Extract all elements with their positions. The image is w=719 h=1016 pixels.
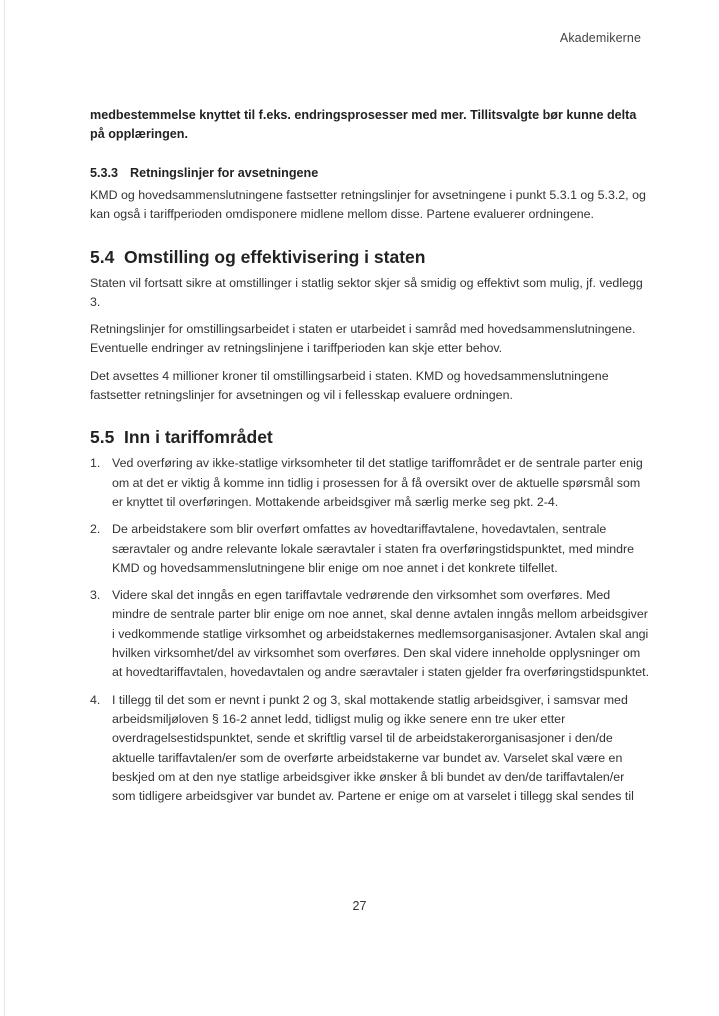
scan-edge-line (4, 0, 5, 1016)
section-title: Inn i tariffområdet (124, 427, 273, 448)
paragraph-5-4-1: Staten vil fortsatt sikre at omstillinger i statlig sektor skjer så smidig og effektivt som mulig, jf. vedlegg 3. (90, 275, 643, 309)
list-item-text: Ved overføring av ikke-statlige virksomheter til det statlige tariffområdet er de sentrale parter enig om at det er viktig å komme inn tidlig i prosessen for å få oversikt over de aktuelle spørsmål som er knyttet til overføringen. Mottakende arbeidsgiver må særlig merke seg pkt. 2-4. (112, 456, 643, 509)
list-marker: 3. (90, 588, 101, 603)
page-number: 27 (352, 899, 367, 913)
list-item (90, 454, 650, 512)
paragraph-5-4-2: Retningslinjer for omstillingsarbeidet i staten er utarbeidet i samråd med hovedsammenslutningene. Eventuelle endringer av retningslinjene i tariffperioden kan skje etter behov. (90, 322, 636, 356)
section-number: 5.4 (90, 246, 115, 267)
list-marker: 1. (90, 456, 101, 471)
paragraph-5-3-3: KMD og hovedsammenslutningene fastsetter retningslinjer for avsetningene i punkt 5.3.1 og 5.3.2, og kan også i tariffperioden omdisponere midlene mellom disse. Partene evaluerer ordningene. (90, 188, 646, 222)
paragraph-5-4-3: Det avsettes 4 millioner kroner til omstillingsarbeid i staten. KMD og hovedsammenslutningene fastsetter retningslinjer for avsetningen og vil i fellesskap evaluere ordningen. (90, 368, 609, 403)
section-heading-5-5 (90, 427, 650, 448)
running-header-organization: Akademikerne (559, 31, 641, 45)
list-item-text: I tillegg til det som er nevnt i punkt 2 og 3, skal mottakende statlig arbeidsgiver, i samsvar med arbeidsmiljøloven § 16-2 annet ledd, tidligst mulig og ikke senere enn tre uker etter overdragelsestidspunktet, sende et skriftlig varsel til de arbeidstakerorganisasjoner i den/de aktuelle tariffavtalen/er som de overførte arbeidstakerne var bundet av. Varselet skal være en beskjed om at den nye statlige arbeidsgiver ikke ønsker å bli bundet av den/de tariffavtalen/er som tidligere arbeidsgiver var bundet av. Partene er enige om at varselet i tillegg skal sendes til (112, 692, 634, 804)
list-item (90, 520, 650, 578)
list-item-text: Videre skal det inngås en egen tariffavtale vedrørende den virksomhet som overføres. Med mindre de sentrale parter blir enige om noe annet, skal denne avtalen inngås mellom arbeidsgiver i vedkommende statlige virksomhet og arbeidstakernes medlemsorganisasjoner. Avtalen skal angi hvilken virksomhet/del av virksomhet som overføres. Den skal videre inneholde opplysninger om at hovedtariffavtalen, hovedavtalen og andre særavtaler i staten gjelder fra overføringstidspunktet. (112, 588, 650, 680)
section-number: 5.5 (90, 427, 115, 448)
list-marker: 4. (90, 692, 101, 707)
list-item (90, 691, 650, 807)
bold-intro-paragraph: medbestemmelse knyttet til f.eks. endringsprosesser med mer. Tillitsvalgte bør kunne delta på opplæringen. (90, 108, 637, 141)
section-heading-5-4 (90, 247, 650, 268)
list-item (90, 586, 650, 682)
numbered-list-5-5 (90, 454, 650, 806)
subsection-heading-5-3-3 (90, 166, 650, 180)
list-item-text: De arbeidstakere som blir overført omfattes av hovedtariffavtalene, hovedavtalen, sentrale særavtaler og andre relevante lokale særavtaler i staten fra overføringstidspunktet, med mindre KMD og hovedsammenslutningene blir enige om noe annet i det konkrete tilfellet. (112, 522, 635, 575)
section-title: Omstilling og effektivisering i staten (124, 246, 426, 267)
page-content (90, 106, 650, 814)
subsection-number: 5.3.3 (90, 166, 119, 180)
subsection-title: Retningslinjer for avsetningene (130, 166, 319, 180)
list-marker: 2. (90, 522, 101, 537)
